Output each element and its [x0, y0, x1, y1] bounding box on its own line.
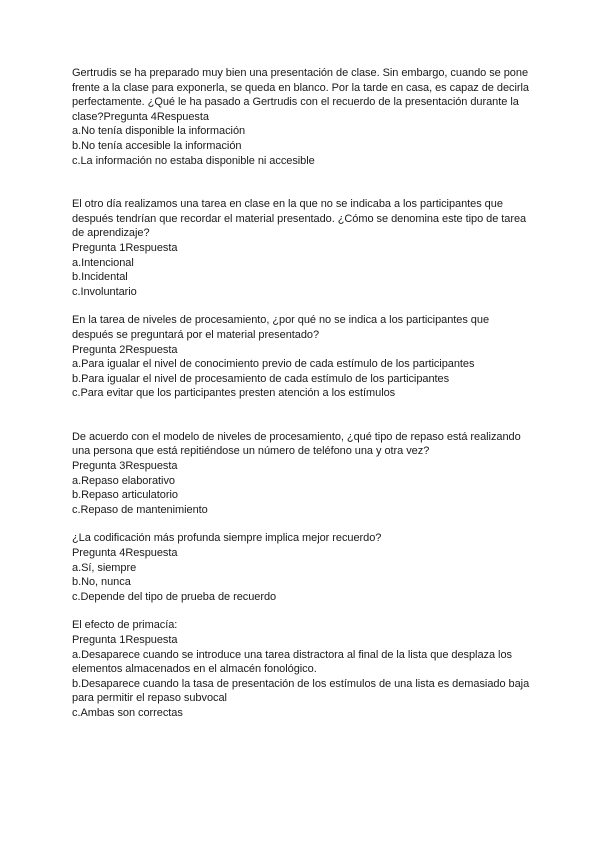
- question-label: Pregunta 4Respuesta: [72, 547, 178, 560]
- question-block-6: [72, 618, 532, 720]
- option-a: a.Para igualar el nivel de conocimiento previo de cada estímulo de los participantes: [72, 358, 475, 371]
- question-block-4: [72, 430, 532, 518]
- option-b: b.Repaso articulatorio: [72, 489, 178, 502]
- question-block-3: [72, 313, 532, 401]
- question-stem: En la tarea de niveles de procesamiento, ¿por qué no se indica a los participantes que después se preguntará por el material presentado?: [72, 314, 490, 341]
- question-label: Pregunta 1Respuesta: [72, 241, 178, 254]
- document-page: [72, 66, 532, 721]
- question-block-5: [72, 531, 532, 604]
- question-block-1: [72, 66, 532, 168]
- option-b: b.No, nunca: [72, 576, 131, 589]
- option-a: a.Repaso elaborativo: [72, 474, 175, 487]
- option-b: b.Para igualar el nivel de procesamiento de cada estímulo de los participantes: [72, 372, 450, 385]
- option-b: b.Desaparece cuando la tasa de presentación de los estímulos de una lista es demasiado baja para permitir el repaso subvocal: [72, 677, 530, 705]
- question-stem: El otro día realizamos una tarea en clase en la que no se indicaba a los participantes que después tendrían que recordar el material presentado. ¿Cómo se denomina este tipo de tarea de aprendizaje?: [72, 198, 527, 240]
- option-a: a.Desaparece cuando se introduce una tarea distractora al final de la lista que desplaza los elementos almacenados en el almacén fonológico.: [72, 648, 512, 676]
- question-stem: Gertrudis se ha preparado muy bien una presentación de clase. Sin embargo, cuando se pone frente a la clase para exponerla, se queda en blanco. Por la tarde en casa, es capaz de decirla perfectamente. ¿Qué le ha pasado a Gertrudis con el recuerdo de la presentación durante la clase?Pregunta 4Respuesta: [72, 67, 529, 123]
- question-label: Pregunta 3Respuesta: [72, 460, 178, 473]
- option-c: c.Involuntario: [72, 285, 137, 298]
- question-stem: ¿La codificación más profunda siempre implica mejor recuerdo?: [72, 532, 382, 545]
- question-stem: De acuerdo con el modelo de niveles de procesamiento, ¿qué tipo de repaso está realizando una persona que está repitiéndose un número de teléfono una y otra vez?: [72, 430, 521, 458]
- question-label: Pregunta 2Respuesta: [72, 343, 178, 356]
- option-b: b.Incidental: [72, 271, 128, 284]
- question-stem: El efecto de primacía:: [72, 619, 178, 632]
- option-c: c.Depende del tipo de prueba de recuerdo: [72, 590, 277, 603]
- question-block-2: [72, 197, 532, 299]
- option-a: a.No tenía disponible la información: [72, 125, 246, 138]
- option-c: c.Para evitar que los participantes presten atención a los estímulos: [72, 387, 396, 400]
- option-a: a.Sí, siempre: [72, 561, 137, 574]
- question-label: Pregunta 1Respuesta: [72, 634, 178, 646]
- option-c: c.Repaso de mantenimiento: [72, 503, 208, 516]
- option-b: b.No tenía accesible la información: [72, 139, 242, 152]
- option-c: c.Ambas son correctas: [72, 706, 183, 719]
- option-c: c.La información no estaba disponible ni accesible: [72, 154, 315, 167]
- option-a: a.Intencional: [72, 256, 134, 269]
